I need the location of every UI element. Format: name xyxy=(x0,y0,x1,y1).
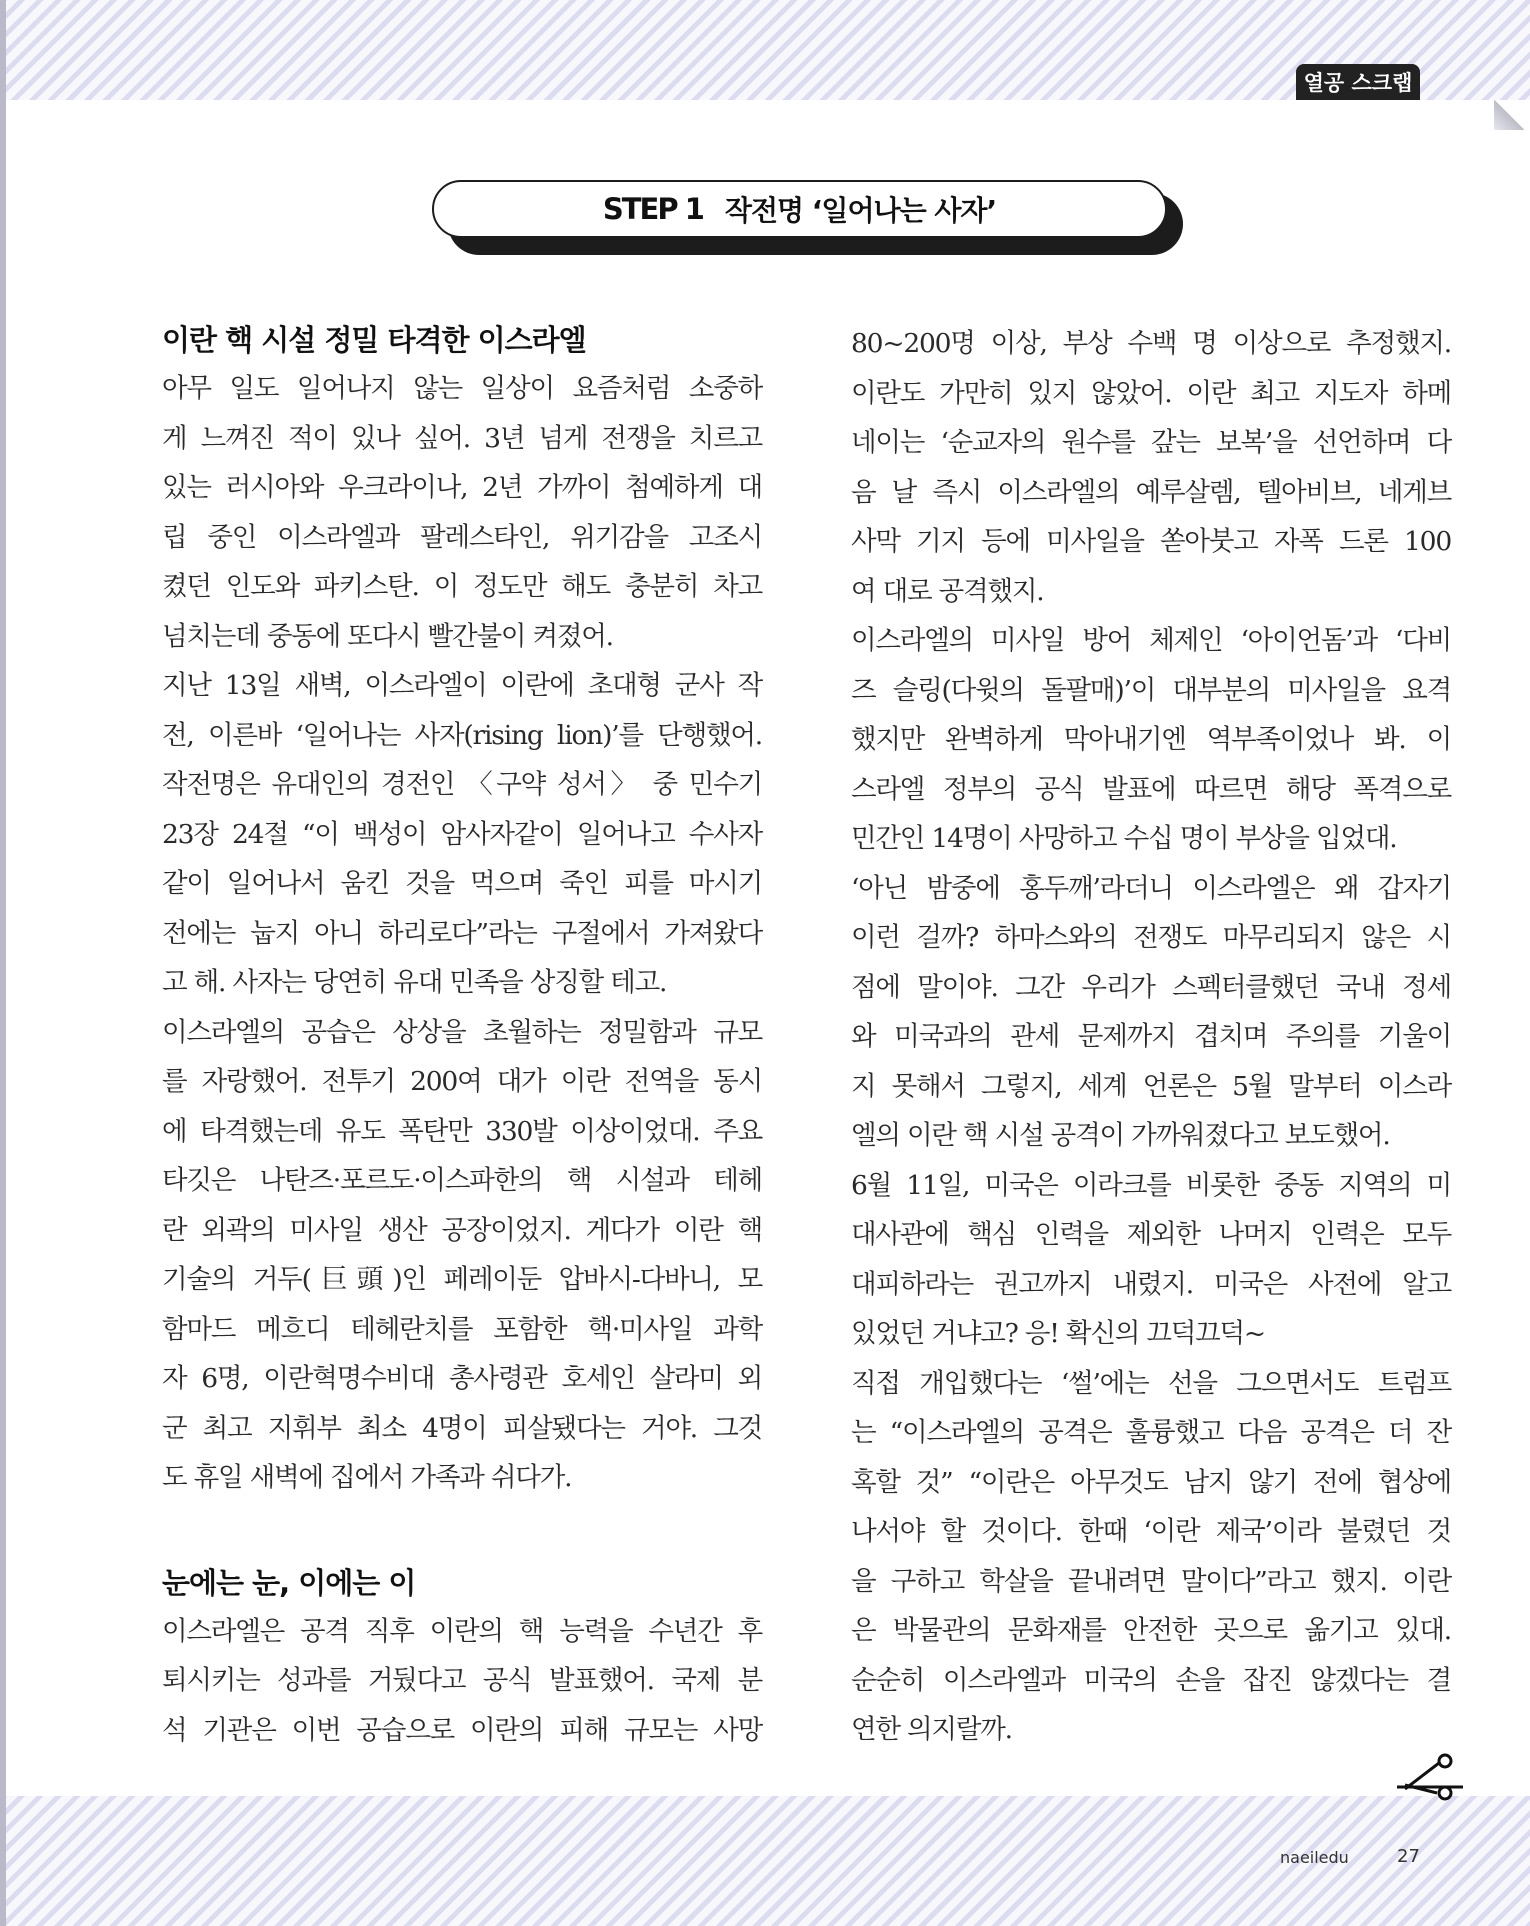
paragraph-airstrike xyxy=(162,1008,762,1503)
text-line: 전, 이른바 ‘일어나는 사자(rising lion)’를 단행했어. xyxy=(162,719,762,751)
paragraph-background xyxy=(851,864,1451,1161)
page-number: 27 xyxy=(1397,1846,1420,1867)
section-heading-1: 이란 핵 시설 정밀 타격한 이스라엘 xyxy=(162,323,586,357)
text-line: 6월 11일, 미국은 이라크를 비롯한 중동 지역의 미 xyxy=(851,1169,1451,1201)
text-line: ‘아닌 밤중에 홍두깨’라더니 이스라엘은 왜 갑자기 xyxy=(851,872,1451,904)
text-line: 이런 걸까? 하마스와의 전쟁도 마무리되지 않은 시 xyxy=(851,922,1451,953)
section-gap xyxy=(162,1503,762,1559)
paragraph-us-evacuation xyxy=(851,1161,1451,1359)
text-line: 민간인 14명이 사망하고 수십 명이 부상을 입었대. xyxy=(851,823,1397,854)
text-line: 퇴시키는 성과를 거뒀다고 공식 발표했어. 국제 분 xyxy=(162,1665,762,1696)
text-line: 대피하라는 권고까지 내렸지. 미국은 사전에 알고 xyxy=(851,1268,1451,1300)
text-line: 지 못해서 그렇지, 세계 언론은 5월 말부터 이스라 xyxy=(851,1070,1451,1102)
text-line: 지난 13일 새벽, 이스라엘이 이란에 초대형 군사 작 xyxy=(162,670,762,701)
text-line: 을 구하고 학살을 끝내려면 말이다”라고 했지. 이란 xyxy=(851,1565,1451,1597)
text-line: 엘의 이란 핵 시설 공격이 가까워졌다고 보도했어. xyxy=(851,1120,1390,1151)
text-line: 와 미국과의 관세 문제까지 겹치며 주의를 기울이 xyxy=(851,1021,1451,1052)
text-line: 음 날 즉시 이스라엘의 예루살렘, 텔아비브, 네게브 xyxy=(851,476,1451,508)
text-line: 를 자랑했어. 전투기 200여 대가 이란 전역을 동시 xyxy=(162,1066,762,1097)
left-column xyxy=(162,316,762,1755)
text-line: 이란도 가만히 있지 않았어. 이란 최고 지도자 하메 xyxy=(851,377,1451,409)
text-line: 게 느껴진 적이 있나 싶어. 3년 넘게 전쟁을 치르고 xyxy=(162,422,762,454)
scissors-icon xyxy=(1395,1753,1465,1801)
paragraph-operation xyxy=(162,661,762,1008)
text-line: 기술의 거두(巨頭)인 페레이둔 압바시-다바니, 모 xyxy=(162,1264,762,1295)
right-column xyxy=(851,319,1451,1755)
text-line: 스라엘 정부의 공식 발표에 따르면 해당 폭격으로 xyxy=(851,773,1451,805)
text-line: 란 외곽의 미사일 생산 공장이었지. 게다가 이란 핵 xyxy=(162,1214,762,1246)
paragraph-intro xyxy=(162,364,762,661)
paragraph-trump-statement xyxy=(851,1359,1451,1755)
paragraph-defense xyxy=(851,616,1451,864)
text-line: 연한 의지랄까. xyxy=(851,1714,1012,1745)
text-line: 켰던 인도와 파키스탄. 이 정도만 해도 충분히 차고 xyxy=(162,571,762,602)
text-line: 사막 기지 등에 미사일을 쏟아붓고 자폭 드론 100 xyxy=(851,526,1451,557)
text-line: 여 대로 공격했지. xyxy=(851,575,1044,607)
text-line: 전에는 눕지 아니 하리로다”라는 구절에서 가져왔다 xyxy=(162,917,762,949)
footer-brand: naeiledu xyxy=(1280,1848,1349,1867)
text-line: 이스라엘의 미사일 방어 체제인 ‘아이언돔’과 ‘다비 xyxy=(851,625,1451,656)
text-line: 80~200명 이상, 부상 수백 명 이상으로 추정했지. xyxy=(851,328,1451,359)
text-line: 이스라엘의 공습은 상상을 초월하는 정밀함과 규모 xyxy=(162,1016,762,1048)
text-line: 네이는 ‘순교자의 원수를 갚는 보복’을 선언하며 다 xyxy=(851,427,1451,458)
text-line: 즈 슬링(다윗의 돌팔매)’이 대부분의 미사일을 요격 xyxy=(851,674,1451,706)
text-line: 타깃은 나탄즈·포르도·이스파한의 핵 시설과 테헤 xyxy=(162,1165,762,1196)
text-line: 했지만 완벽하게 막아내기엔 역부족이었나 봐. 이 xyxy=(851,724,1451,755)
text-line: 작전명은 유대인의 경전인 〈구약 성서〉 중 민수기 xyxy=(162,769,762,800)
text-line: 자 6명, 이란혁명수비대 총사령관 호세인 살라미 외 xyxy=(162,1363,762,1394)
step-title: 작전명 ‘일어나는 사자’ xyxy=(724,194,997,227)
text-line: 있는 러시아와 우크라이나, 2년 가까이 첨예하게 대 xyxy=(162,472,762,503)
text-line: 넘치는데 중동에 또다시 빨간불이 켜졌어. xyxy=(162,620,613,652)
text-line: 혹할 것” “이란은 아무것도 남지 않기 전에 협상에 xyxy=(851,1466,1451,1498)
text-line: 석 기관은 이번 공습으로 이란의 피해 규모는 사망 xyxy=(162,1714,762,1746)
section-tag: 열공 스크랩 xyxy=(1296,64,1420,100)
text-line: 같이 일어나서 움킨 것을 먹으며 죽인 피를 마시기 xyxy=(162,868,762,899)
paragraph-retaliation xyxy=(851,319,1451,616)
text-line: 고 해. 사자는 당연히 유대 민족을 상징할 테고. xyxy=(162,967,667,998)
text-line: 점에 말이야. 그간 우리가 스펙터클했던 국내 정세 xyxy=(851,971,1451,1003)
section-heading-2: 눈에는 눈, 이에는 이 xyxy=(162,1565,416,1600)
text-line: 함마드 메흐디 테헤란치를 포함한 핵·미사일 과학 xyxy=(162,1313,762,1345)
text-line: 나서야 할 것이다. 한때 ‘이란 제국’이라 불렸던 것 xyxy=(851,1516,1451,1547)
step-banner xyxy=(432,180,1167,238)
page-corner-fold xyxy=(1494,100,1524,130)
step-number: STEP 1 xyxy=(602,192,703,226)
text-line: 도 휴일 새벽에 집에서 가족과 쉬다가. xyxy=(162,1462,572,1493)
text-line: 이스라엘은 공격 직후 이란의 핵 능력을 수년간 후 xyxy=(162,1615,762,1647)
page-edge xyxy=(0,0,6,1926)
text-line: 있었던 거냐고? 응! 확신의 끄덕끄덕~ xyxy=(851,1318,1265,1349)
text-line: 에 타격했는데 유도 폭탄만 330발 이상이었대. 주요 xyxy=(162,1115,762,1147)
text-line: 군 최고 지휘부 최소 4명이 피살됐다는 거야. 그것 xyxy=(162,1412,762,1444)
text-line: 아무 일도 일어나지 않는 일상이 요즘처럼 소중하 xyxy=(162,373,762,404)
text-line: 는 “이스라엘의 공격은 훌륭했고 다음 공격은 더 잔 xyxy=(851,1417,1451,1448)
text-line: 23장 24절 “이 백성이 암사자같이 일어나고 수사자 xyxy=(162,818,762,850)
text-line: 립 중인 이스라엘과 팔레스타인, 위기감을 고조시 xyxy=(162,521,762,553)
text-line: 대사관에 핵심 인력을 제외한 나머지 인력은 모두 xyxy=(851,1219,1451,1250)
text-line: 순순히 이스라엘과 미국의 손을 잡진 않겠다는 결 xyxy=(851,1664,1451,1696)
paragraph-damage xyxy=(162,1607,762,1756)
text-line: 은 박물관의 문화재를 안전한 곳으로 옮기고 있대. xyxy=(851,1615,1451,1646)
text-line: 직접 개입했다는 ‘썰’에는 선을 그으면서도 트럼프 xyxy=(851,1367,1451,1399)
